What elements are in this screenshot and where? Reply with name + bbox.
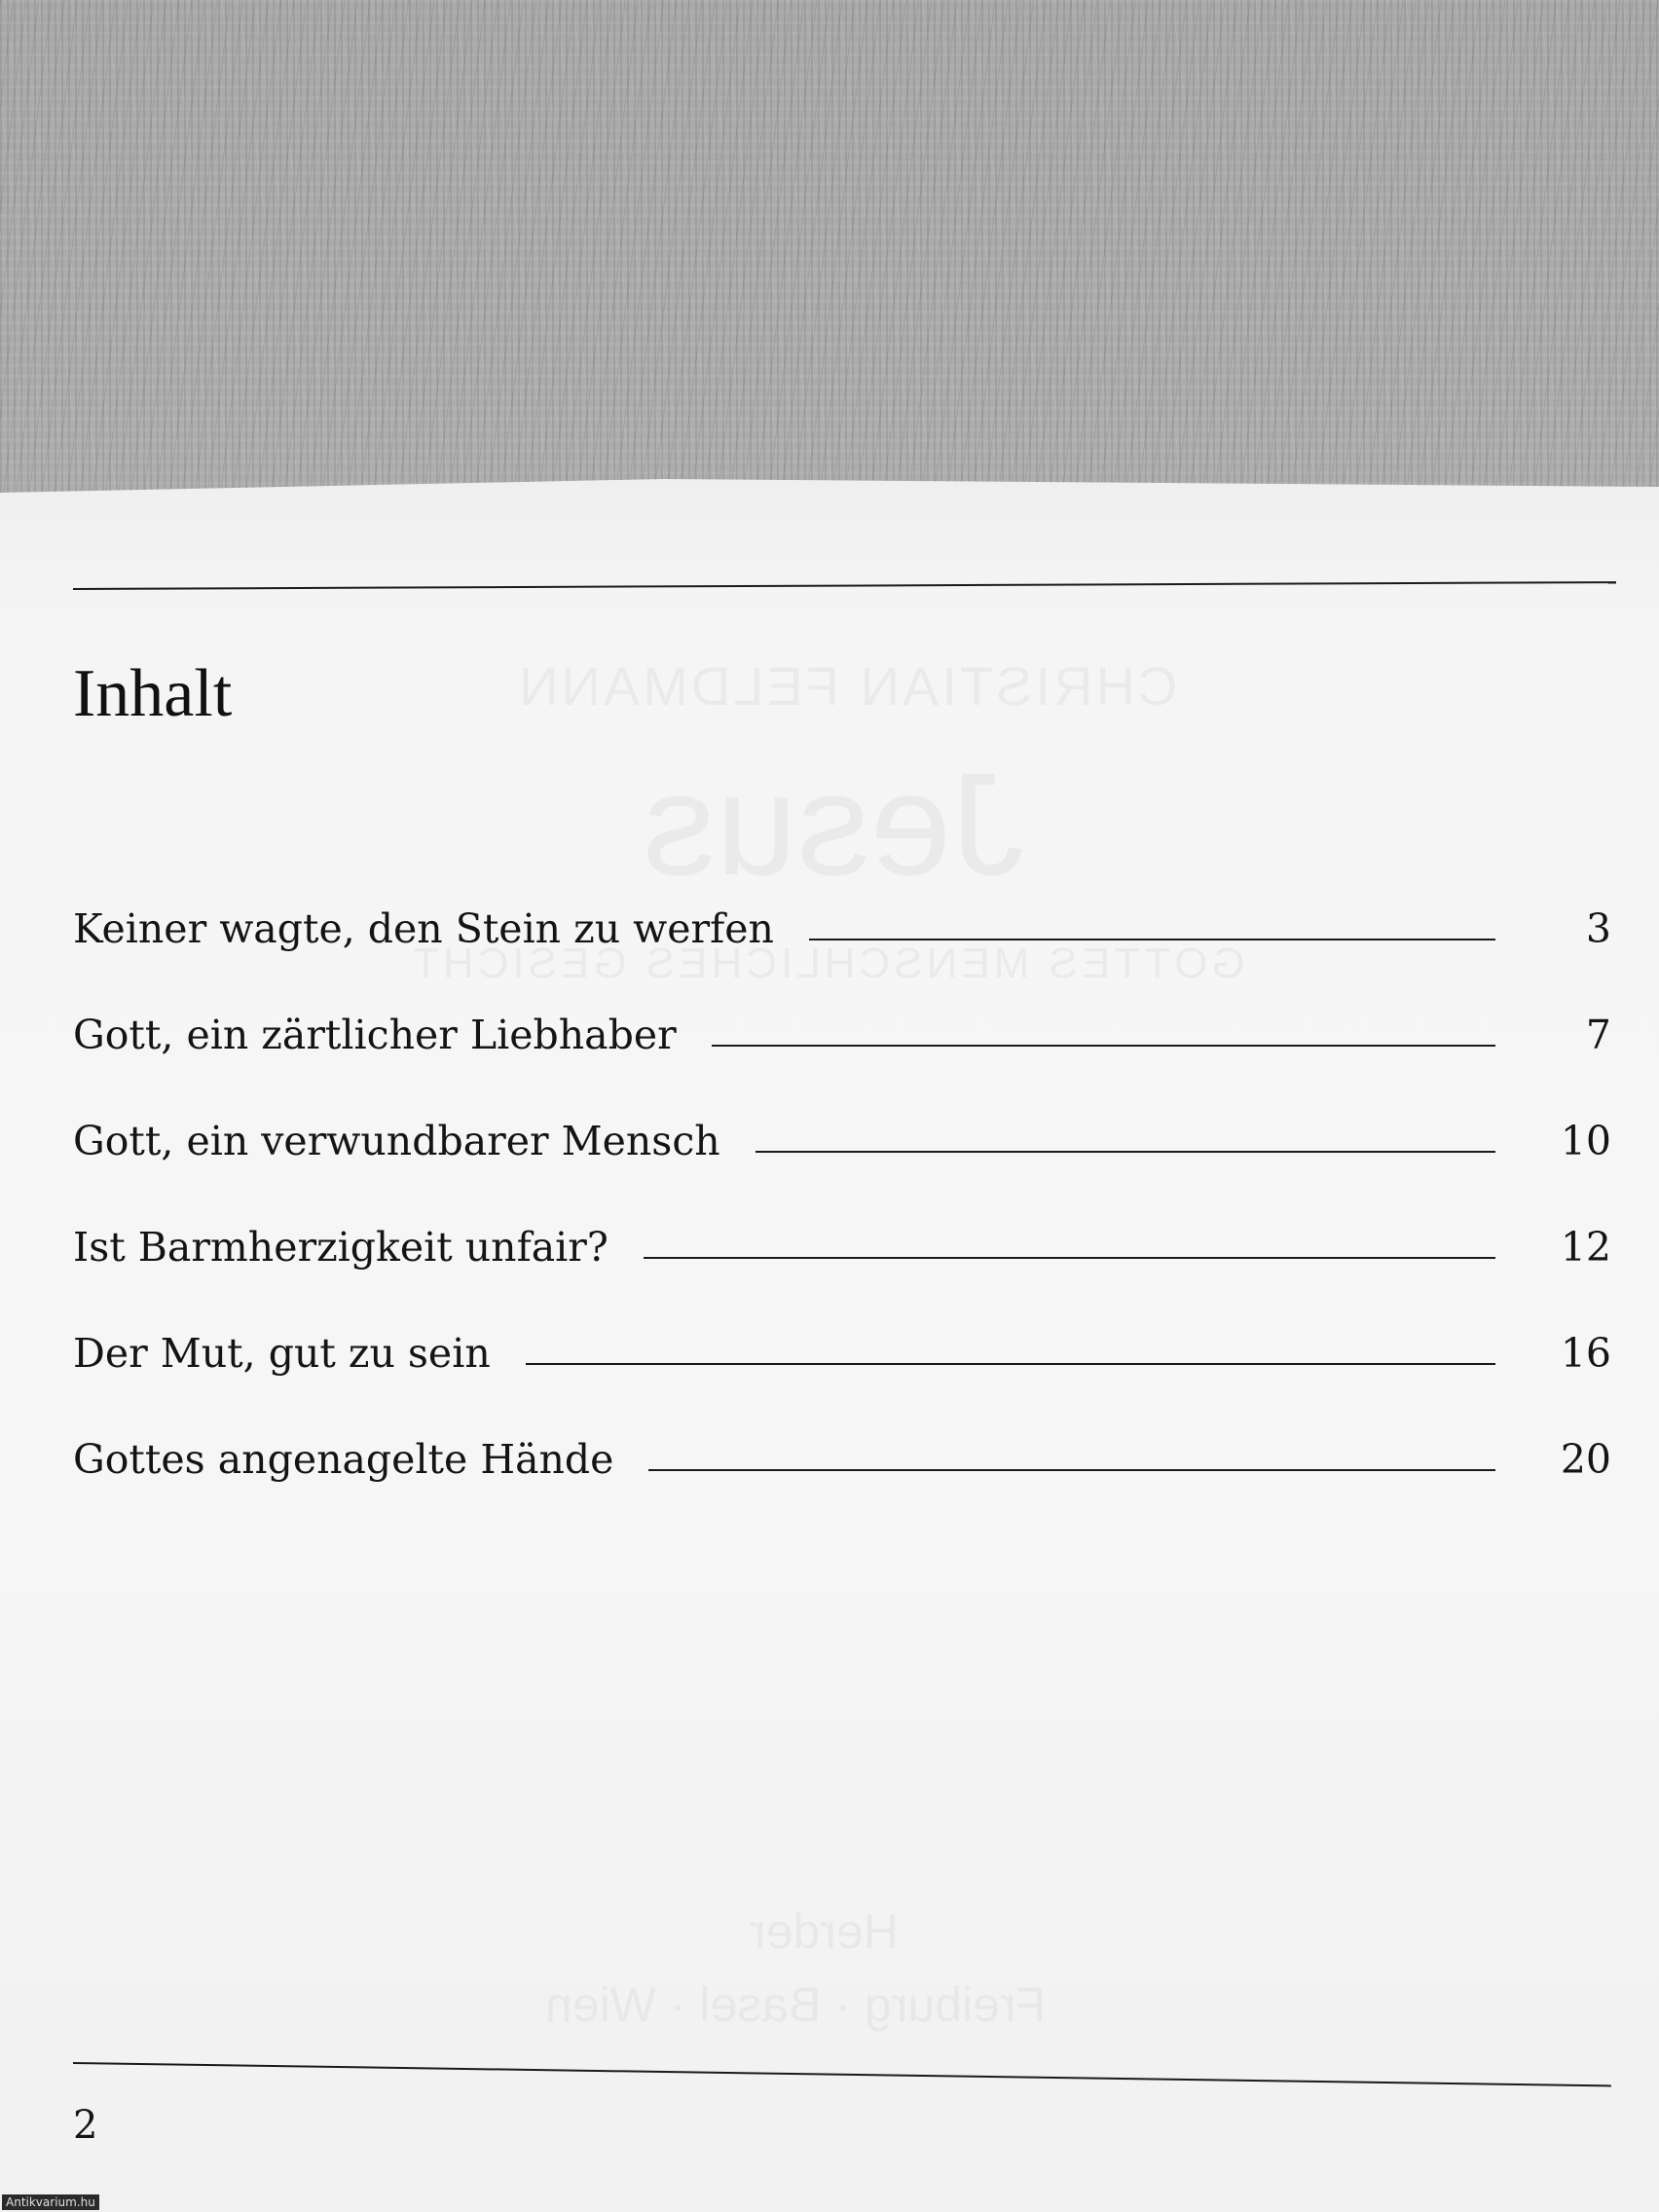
- toc-leader-line: [648, 1469, 1495, 1471]
- toc-entry: [73, 1118, 1611, 1224]
- toc-entry: [73, 1224, 1611, 1330]
- toc-entry-page: 7: [1585, 1012, 1611, 1058]
- toc-leader-line: [756, 1151, 1495, 1153]
- toc-entry-title: Ist Barmherzigkeit unfair?: [73, 1224, 608, 1271]
- toc-entry-title: Keiner wagte, den Stein zu werfen: [73, 905, 774, 952]
- toc-entry-page: 16: [1560, 1330, 1611, 1377]
- toc-entry: [73, 1012, 1611, 1118]
- page-number: 2: [73, 2103, 98, 2148]
- toc-entry-page: 3: [1585, 905, 1611, 952]
- toc-entry-page: 10: [1560, 1118, 1611, 1164]
- toc-entry-title: Gott, ein zärtlicher Liebhaber: [73, 1012, 677, 1058]
- page-heading: Inhalt: [73, 656, 233, 731]
- toc-entry-title: Der Mut, gut zu sein: [73, 1330, 491, 1377]
- table-of-contents: [73, 905, 1611, 1542]
- toc-entry: [73, 1436, 1611, 1542]
- toc-entry: [73, 1330, 1611, 1436]
- toc-entry: [73, 905, 1611, 1012]
- toc-entry-page: 20: [1560, 1436, 1611, 1483]
- toc-entry-title: Gottes angenagelte Hände: [73, 1436, 614, 1483]
- toc-leader-line: [809, 939, 1495, 940]
- toc-entry-title: Gott, ein verwundbarer Mensch: [73, 1118, 720, 1164]
- toc-leader-line: [712, 1045, 1495, 1047]
- toc-leader-line: [526, 1363, 1495, 1365]
- watermark: Antikvarium.hu: [2, 2194, 99, 2210]
- toc-leader-line: [644, 1257, 1495, 1259]
- toc-entry-page: 12: [1560, 1224, 1611, 1271]
